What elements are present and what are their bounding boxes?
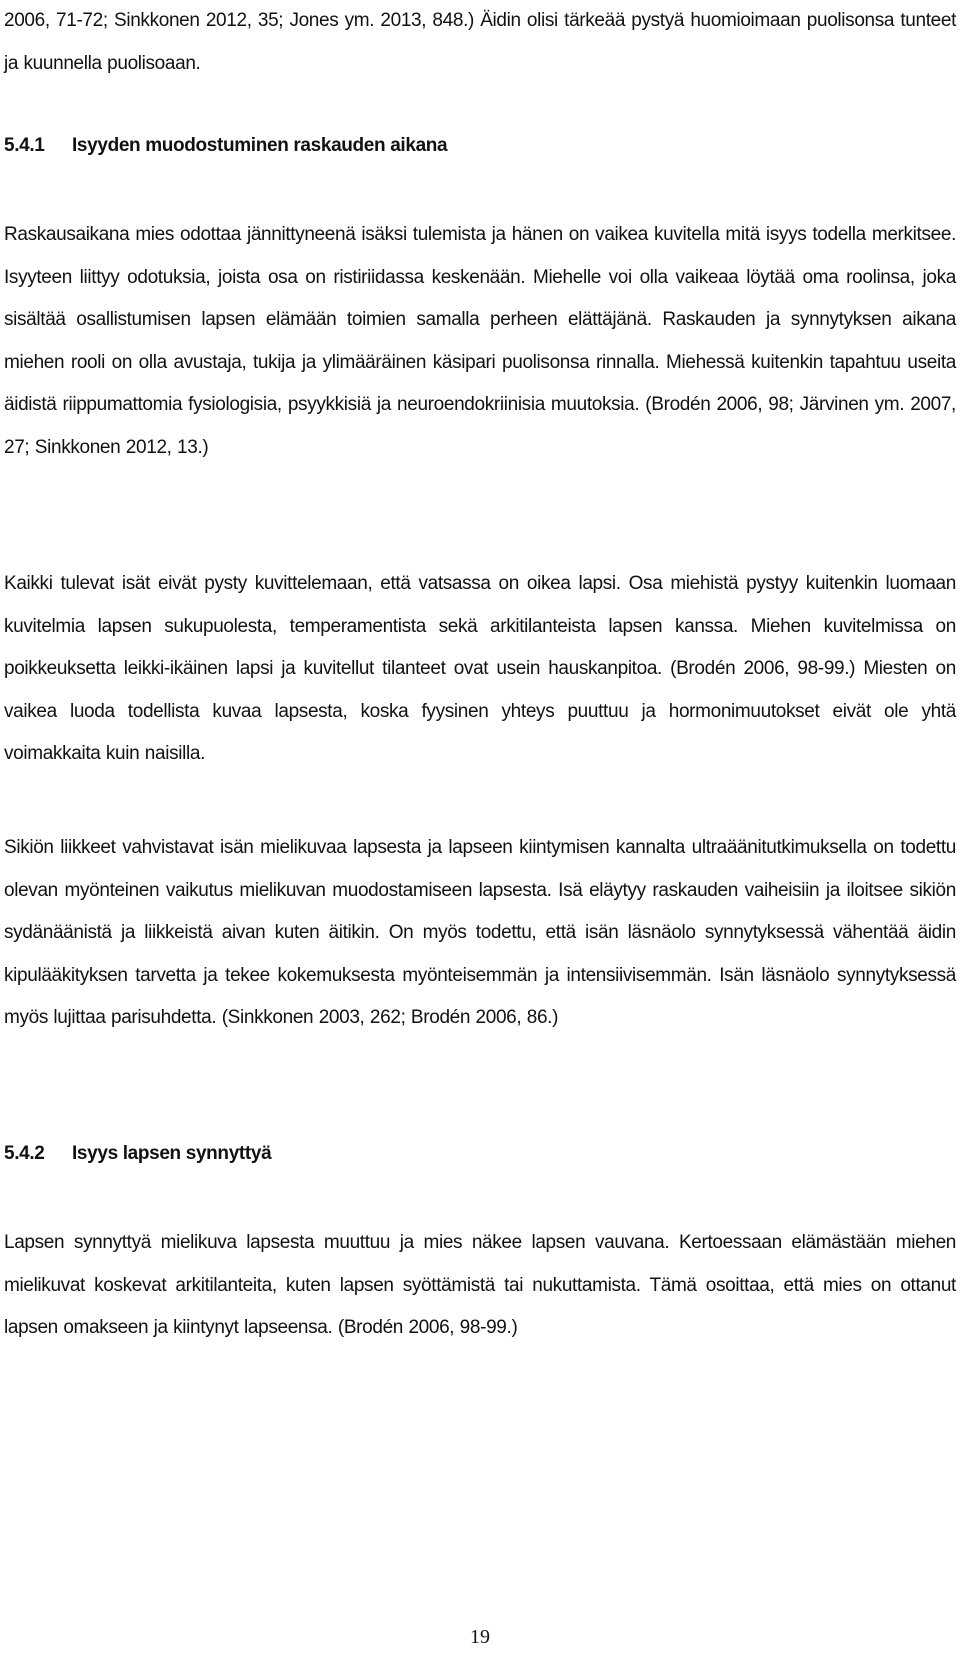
paragraph-2: Kaikki tulevat isät eivät pysty kuvittelemaan, että vatsassa on oikea lapsi. Osa miehistä pystyy kuitenkin luomaan kuvitelmia lapsen sukupuolesta, temperamentista sekä arkitilanteista lapsen kanssa. Miehen kuvitelmissa on poikkeuksetta leikki-ikäinen lapsi ja kuvitellut tilanteet ovat usein hauskanpitoa. (Brodén 2006, 98-99.) Miesten on vaikea luoda todellista kuvaa lapsesta, koska fyysinen yhteys puuttuu ja hormonimuutokset eivät ole yhtä voimakkaita kuin naisilla. — [4, 573, 956, 764]
intro-paragraph: 2006, 71-72; Sinkkonen 2012, 35; Jones ym. 2013, 848.) Äidin olisi tärkeää pystyä huomioimaan puolisonsa tunteet ja kuunnella puolisoaan. — [4, 10, 956, 74]
paragraph-1: Raskausaikana mies odottaa jännittyneenä isäksi tulemista ja hänen on vaikea kuvitella mitä isyys todella merkitsee. Isyyteen liittyy odotuksia, joista osa on ristiriidassa keskenään. Miehelle voi olla vaikeaa löytää oma roolinsa, joka sisältää osallistumisen lapsen elämään toimien samalla perheen elättäjänä. Raskauden ja synnytyksen aikana miehen rooli on olla avustaja, tukija ja ylimääräinen käsipari puolisonsa rinnalla. Miehessä kuitenkin tapahtuu useita äidistä riippumattomia fysiologisia, psyykkisiä ja neuroendokriinisia muutoksia. (Brodén 2006, 98; Järvinen ym. 2007, 27; Sinkkonen 2012, 13.) — [4, 224, 956, 458]
section-title: Isyys lapsen synnyttyä — [72, 1143, 272, 1164]
section-number: 5.4.1 — [4, 135, 45, 156]
paragraph-4: Lapsen synnyttyä mielikuva lapsesta muuttuu ja mies näkee lapsen vauvana. Kertoessaan elämästään miehen mielikuvat koskevat arkitilanteita, kuten lapsen syöttämistä tai nukuttamista. Tämä osoittaa, että mies on ottanut lapsen omakseen ja kiintynyt lapseensa. (Brodén 2006, 98-99.) — [4, 1232, 956, 1338]
section-title: Isyyden muodostuminen raskauden aikana — [72, 135, 448, 156]
paragraph-3: Sikiön liikkeet vahvistavat isän mielikuvaa lapsesta ja lapseen kiintymisen kannalta ultraäänitutkimuksella on todettu olevan myönteinen vaikutus mielikuvan muodostamiseen lapsesta. Isä eläytyy raskauden vaiheisiin ja iloitsee sikiön sydänäänistä ja liikkeistä aivan kuten äitikin. On myös todettu, että isän läsnäolo synnytyksessä vähentää äidin kipulääkityksen tarvetta ja tekee kokemuksesta myönteisemmän ja intensiivisemmän. Isän läsnäolo synnytyksessä myös lujittaa parisuhdetta. (Sinkkonen 2003, 262; Brodén 2006, 86.) — [4, 837, 956, 1028]
section-heading-5-4-1 — [4, 125, 447, 168]
section-number: 5.4.2 — [4, 1143, 45, 1164]
section-heading-5-4-2 — [4, 1133, 271, 1176]
page-number: 19 — [470, 1626, 490, 1648]
